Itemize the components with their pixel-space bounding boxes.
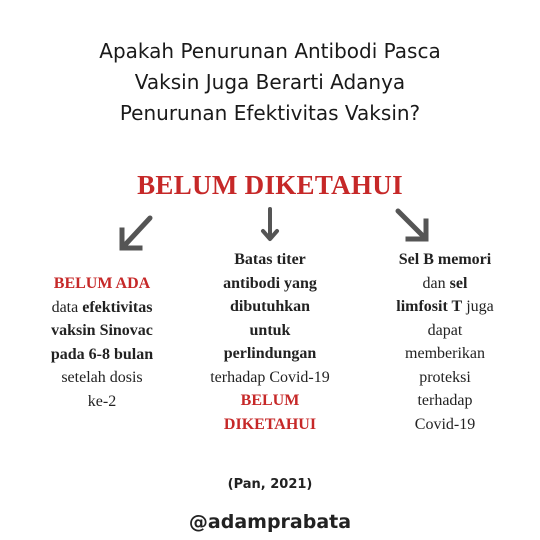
right-line-2-b: sel [449,274,468,292]
title-line-1: Apakah Penurunan Antibodi Pasca [99,39,441,63]
middle-line-5: perlindungan [223,345,317,362]
left-line-6: ke-2 [87,392,117,410]
right-line-2 [365,272,525,296]
right-line-3-b: juga [462,298,494,315]
headline: BELUM DIKETAHUI [137,170,403,200]
middle-line-1: Batas titer [234,251,306,268]
left-line-2 [22,296,182,320]
right-line-3-a: limfosit T [396,298,463,315]
right-column [365,248,525,436]
arrow-down-right-icon [390,203,436,249]
left-line-5: setelah dosis [61,369,143,386]
title-line-2: Vaksin Juga Berarti Adanya [134,70,406,94]
middle-line-4: untuk [249,321,291,339]
left-line-4: pada 6-8 bulan [50,345,154,363]
middle-line-2: antibodi yang [223,274,317,292]
right-line-4: dapat [427,321,463,339]
right-line-6: proteksi [419,368,471,386]
citation: (Pan, 2021) [227,477,313,492]
right-line-8: Covid-19 [414,415,476,433]
right-line-5: memberikan [405,345,485,362]
left-line-2-a: data [51,298,83,316]
title-line-3: Penurunan Efektivitas Vaksin? [119,101,421,125]
left-column [22,272,182,413]
middle-line-7: BELUM [240,392,300,409]
middle-column [190,248,350,436]
middle-line-6: terhadap Covid-19 [210,368,330,386]
right-line-1: Sel B memori [398,251,492,268]
author-handle: @adamprabata [188,511,352,533]
arrow-down-icon [258,205,282,245]
right-line-2-a: dan [422,274,450,292]
left-line-1: BELUM ADA [53,275,151,292]
middle-line-8: DIKETAHUI [223,415,317,433]
right-line-7: terhadap [417,392,473,409]
page-title [40,36,500,129]
left-line-2-b: efektivitas [82,298,153,316]
middle-line-3: dibutuhkan [229,298,311,315]
right-line-3 [365,295,525,319]
arrow-down-left-icon [112,210,160,258]
left-line-3: vaksin Sinovac [51,322,153,339]
